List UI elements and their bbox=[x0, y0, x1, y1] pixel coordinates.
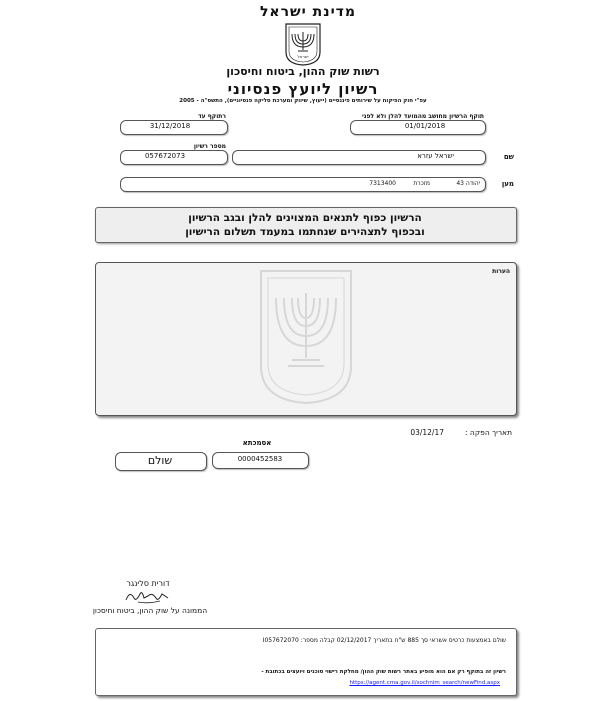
issue-date-label: תאריך הפקה : bbox=[465, 428, 512, 437]
payment-currency: ש"ח bbox=[394, 637, 406, 644]
payment-prefix: שולם באמצעות כרטיס אשראי סך bbox=[420, 637, 506, 644]
valid-until-value: 31/12/2018 bbox=[149, 122, 191, 130]
emblem-caption: ישראל bbox=[297, 54, 309, 59]
reference-value: 0000452583 bbox=[237, 455, 283, 463]
name-value: ישראל עזרא bbox=[417, 152, 454, 160]
state-title: מדינת ישראל bbox=[259, 4, 357, 20]
document-title: רשיון ליועץ פנסיוני bbox=[227, 80, 379, 98]
law-reference: עפ"י חוק הפיקוח על שירותים פיננסיים (ייעוץ, שיווק ומערכת סליקה פנסיוניים), התשס"ה - 2005 bbox=[179, 98, 427, 104]
receipt-number: I057672070 bbox=[262, 637, 299, 644]
payment-date: 02/12/2017 bbox=[336, 637, 372, 644]
license-number-label: מספר רשיון bbox=[193, 143, 226, 150]
conditions-line-1: הרשיון כפוף לתנאים המצוינים להלן ובגב הרשיון bbox=[188, 212, 422, 224]
issue-date-value: 03/12/17 bbox=[410, 428, 444, 437]
address-label: מען bbox=[501, 180, 514, 188]
payment-amount: 885 bbox=[407, 637, 419, 644]
valid-until-label: רתוקף עד bbox=[198, 113, 226, 120]
authority-name: רשות שוק ההון, ביטוח וחיסכון bbox=[226, 65, 380, 78]
conditions-line-2: ובכפוף לתצהירים שנחתמו במעמד תשלום הרישיון bbox=[185, 226, 425, 238]
address-zip: 7313400 bbox=[369, 180, 396, 187]
valid-from-value: 01/01/2018 bbox=[404, 122, 446, 130]
payment-date-prefix: בתאריך bbox=[373, 637, 393, 644]
signatory-name: דורית סלינגר bbox=[126, 579, 170, 588]
handwritten-signature bbox=[118, 586, 178, 606]
valid-from-label: תוקף הרשיון מחושב מהמועד להלן ולא לפני bbox=[361, 113, 484, 120]
address-field bbox=[120, 177, 486, 192]
license-search-link[interactable]: https://agent.cma.gov.il/sochnim_search/newFind.aspx bbox=[349, 680, 500, 686]
license-number-value: 057672073 bbox=[144, 152, 186, 160]
payment-status-text: שולם bbox=[147, 454, 173, 467]
receipt-label: קבלה מספר: bbox=[300, 637, 335, 644]
reference-label: אסמכתא bbox=[242, 439, 272, 447]
address-street: יהודה 43 bbox=[456, 180, 480, 187]
address-city: מזכרת bbox=[413, 180, 430, 187]
state-emblem bbox=[284, 22, 322, 66]
validity-note: רשיון זה בתוקף רק אם הוא מופיע באתר רשות שוק ההון/ מחלקת רישוי סוכנים ויועצים בכתובת - bbox=[261, 669, 506, 675]
name-label: שם bbox=[503, 153, 514, 161]
watermark-emblem bbox=[258, 268, 354, 406]
remarks-label: הערות bbox=[492, 268, 510, 275]
signatory-role: הממונה על שוק ההון, ביטוח וחיסכון bbox=[92, 606, 208, 615]
payment-line bbox=[110, 637, 506, 644]
